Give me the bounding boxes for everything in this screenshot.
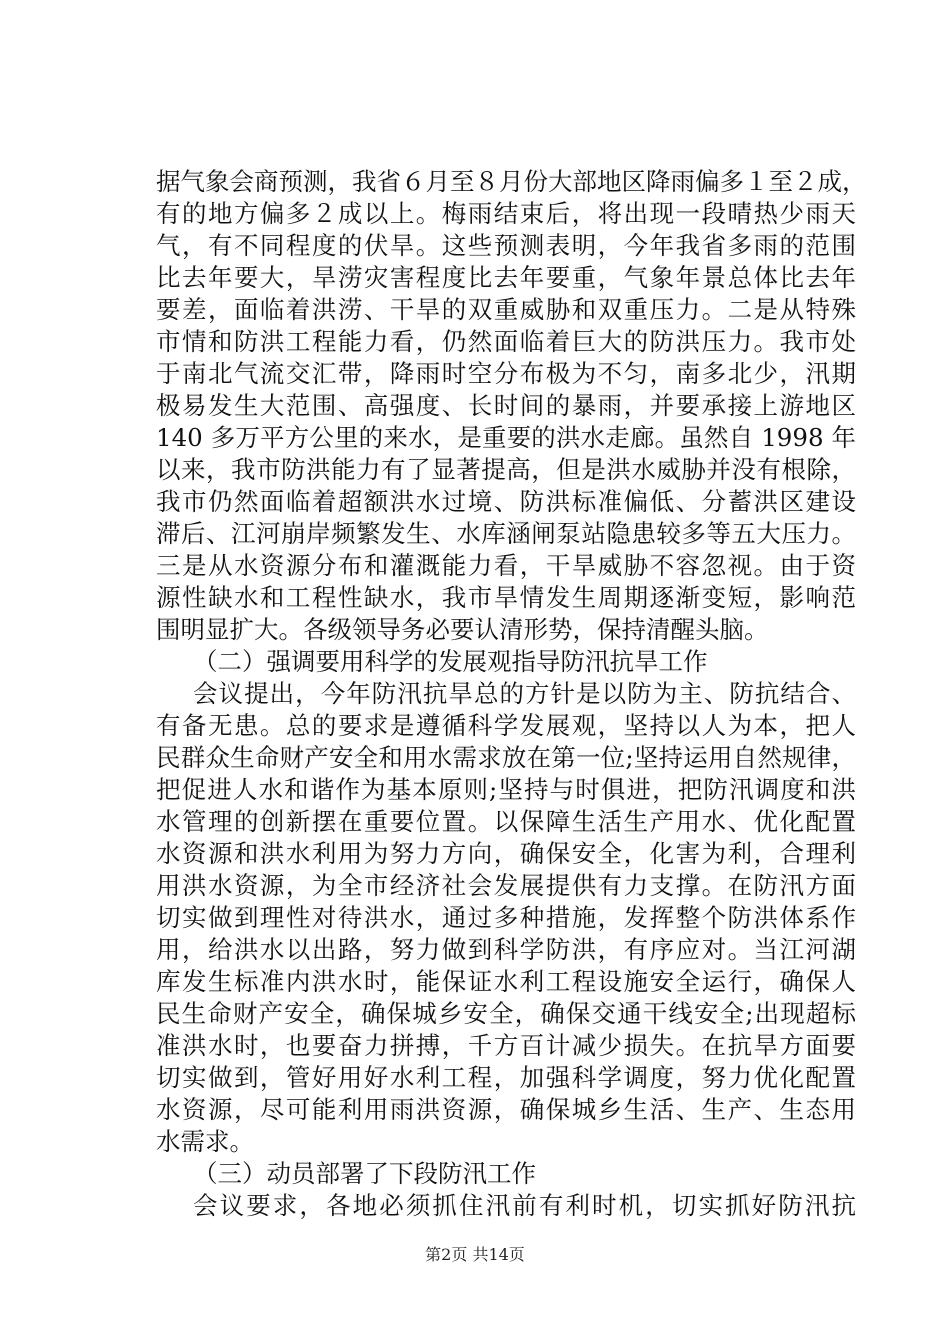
text-line: 有备无患。总的要求是遵循科学发展观，坚持以人为本，把人 — [156, 711, 856, 740]
text-line: 切实做到，管好用好水利工程，加强科学调度，努力优化配置 — [156, 1063, 856, 1092]
text-line: 气，有不同程度的伏旱。这些预测表明，今年我省多雨的范围 — [156, 231, 856, 260]
text-line: 切实做到理性对待洪水，通过多种措施，发挥整个防洪体系作 — [156, 903, 856, 932]
text-line: 用洪水资源，为全市经济社会发展提供有力支撑。在防汛方面 — [156, 871, 856, 900]
text-line: 水资源和洪水利用为努力方向，确保安全，化害为利，合理利 — [156, 839, 856, 868]
text-line: 会议要求，各地必须抓住汛前有利时机，切实抓好防汛抗 — [193, 1191, 856, 1220]
text-line: 据气象会商预测，我省６月至８月份大部地区降雨偏多１至２成， — [156, 167, 867, 196]
text-line: 极易发生大范围、高强度、长时间的暴雨，并要承接上游地区 — [156, 391, 856, 420]
text-line: 民群众生命财产安全和用水需求放在第一位;坚持运用自然规律， — [156, 743, 856, 772]
text-line: 围明显扩大。各级领导务必要认清形势，保持清醒头脑。 — [156, 615, 769, 644]
page-number-footer: 第2页 共14页 — [425, 1245, 525, 1264]
text-line: 有的地方偏多２成以上。梅雨结束后，将出现一段晴热少雨天 — [156, 199, 856, 228]
text-line: 源性缺水和工程性缺水，我市旱情发生周期逐渐变短，影响范 — [156, 583, 856, 612]
text-line: 把促进人水和谐作为基本原则;坚持与时俱进，把防汛调度和洪 — [156, 775, 856, 804]
section-heading: （三）动员部署了下段防汛工作 — [193, 1159, 536, 1188]
text-line: 水资源，尽可能利用雨洪资源，确保城乡生活、生产、生态用 — [156, 1095, 856, 1124]
text-line: 于南北气流交汇带，降雨时空分布极为不匀，南多北少，汛期 — [156, 359, 856, 388]
text-line: 水管理的创新摆在重要位置。以保障生活生产用水、优化配置 — [156, 807, 856, 836]
text-line: 用，给洪水以出路，努力做到科学防洪，有序应对。当江河湖 — [156, 935, 856, 964]
text-line: 会议提出，今年防汛抗旱总的方针是以防为主、防抗结合、 — [193, 679, 856, 708]
text-line: 库发生标准内洪水时，能保证水利工程设施安全运行，确保人 — [156, 967, 856, 996]
text-line: 以来，我市防洪能力有了显著提高，但是洪水威胁并没有根除， — [156, 455, 856, 484]
section-heading: （二）强调要用科学的发展观指导防汛抗旱工作 — [193, 647, 708, 676]
text-line: 滞后、江河崩岸频繁发生、水库涵闸泵站隐患较多等五大压力。 — [156, 519, 856, 548]
text-line: 比去年要大，旱涝灾害程度比去年要重，气象年景总体比去年 — [156, 263, 856, 292]
text-line: 要差，面临着洪涝、干旱的双重威胁和双重压力。二是从特殊 — [156, 295, 856, 324]
text-line: 140 多万平方公里的来水，是重要的洪水走廊。虽然自 1998 年 — [156, 423, 856, 452]
text-line: 市情和防洪工程能力看，仍然面临着巨大的防洪压力。我市处 — [156, 327, 856, 356]
text-line: 三是从水资源分布和灌溉能力看，干旱威胁不容忽视。由于资 — [156, 551, 856, 580]
text-line: 民生命财产安全，确保城乡安全，确保交通干线安全;出现超标 — [156, 999, 856, 1028]
document-body — [156, 166, 867, 1222]
text-line: 准洪水时，也要奋力拼搏，千方百计减少损失。在抗旱方面要 — [156, 1031, 856, 1060]
text-line: 我市仍然面临着超额洪水过境、防洪标准偏低、分蓄洪区建设 — [156, 487, 856, 516]
text-line: 水需求。 — [156, 1127, 254, 1156]
